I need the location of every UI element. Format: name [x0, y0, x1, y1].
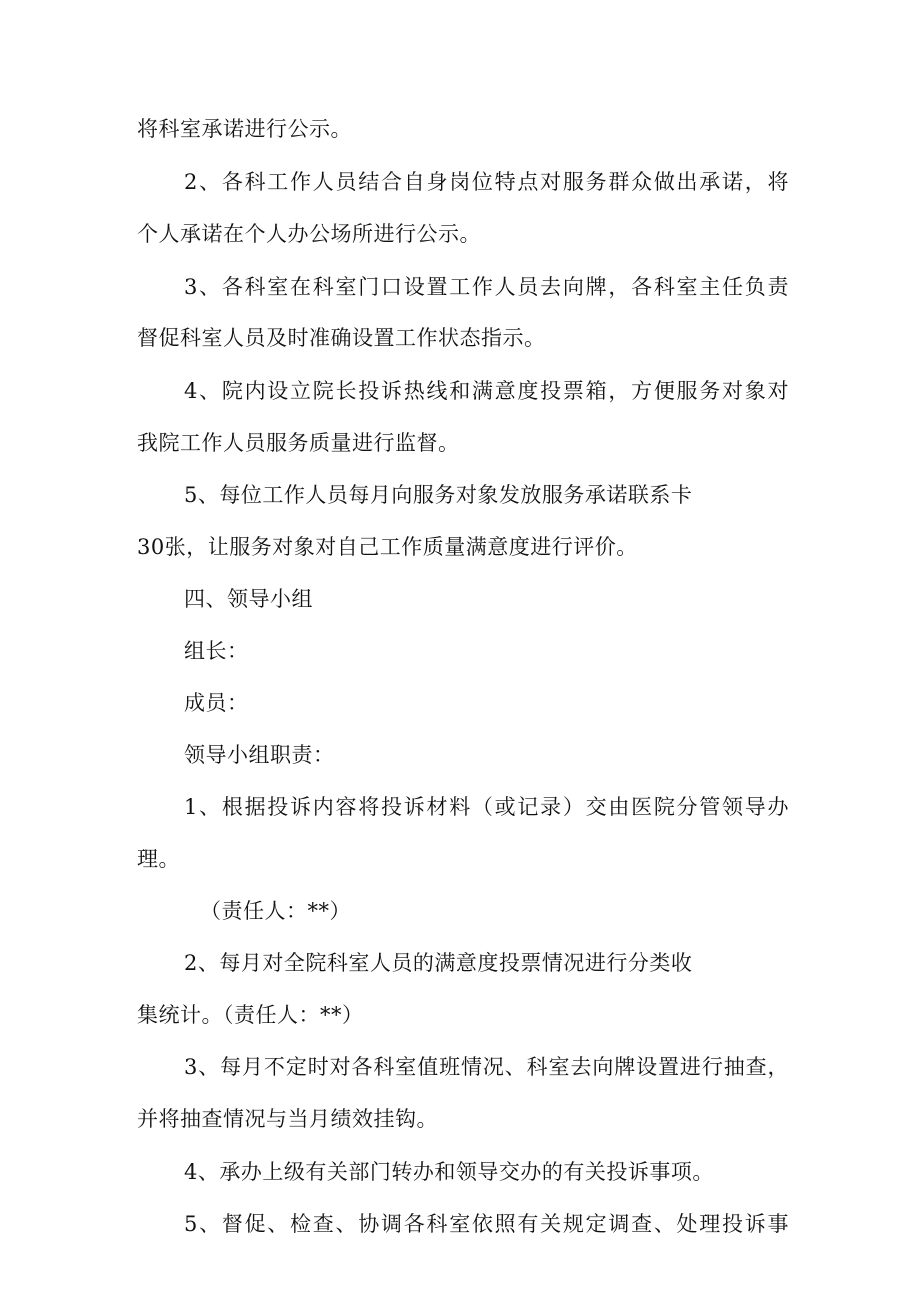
text-line: 1、根据投诉内容将投诉材料（或记录）交由医院分管领导办: [184, 795, 789, 819]
text-line: 2、每月对全院科室人员的满意度投票情况进行分类收: [184, 951, 693, 975]
text-line: 3、每月不定时对各科室值班情况、科室去向牌设置进行抽查，: [184, 1055, 789, 1079]
text-line: 集统计。（责任人：**）: [137, 1003, 364, 1027]
text-line: 30张，让服务对象对自己工作质量满意度进行评价。: [137, 535, 638, 559]
text-line: 5、每位工作人员每月向服务对象发放服务承诺联系卡: [184, 483, 693, 507]
text-line: 4、承办上级有关部门转办和领导交办的有关投诉事项。: [184, 1160, 714, 1184]
text-line: 督促科室人员及时准确设置工作状态指示。: [137, 326, 546, 350]
text-line: 2、各科工作人员结合自身岗位特点对服务群众做出承诺，将: [184, 170, 789, 194]
text-line: （责任人：**）: [200, 899, 351, 923]
text-line: 理。: [137, 847, 180, 871]
text-line: 领导小组职责：: [184, 743, 335, 767]
text-line: 我院工作人员服务质量进行监督。: [137, 431, 460, 455]
text-line: 并将抽查情况与当月绩效挂钩。: [137, 1107, 438, 1131]
text-line: 组长：: [184, 639, 249, 663]
text-line: 个人承诺在个人办公场所进行公示。: [137, 222, 481, 246]
text-line: 5、督促、检查、协调各科室依照有关规定调查、处理投诉事: [184, 1212, 789, 1236]
text-line: 4、院内设立院长投诉热线和满意度投票箱，方便服务对象对: [184, 379, 789, 403]
text-line: 将科室承诺进行公示。: [137, 117, 352, 141]
text-line: 成员：: [184, 691, 249, 715]
text-line: 3、各科室在科室门口设置工作人员去向牌，各科室主任负责: [184, 275, 789, 299]
section-heading: 四、领导小组: [184, 587, 313, 611]
